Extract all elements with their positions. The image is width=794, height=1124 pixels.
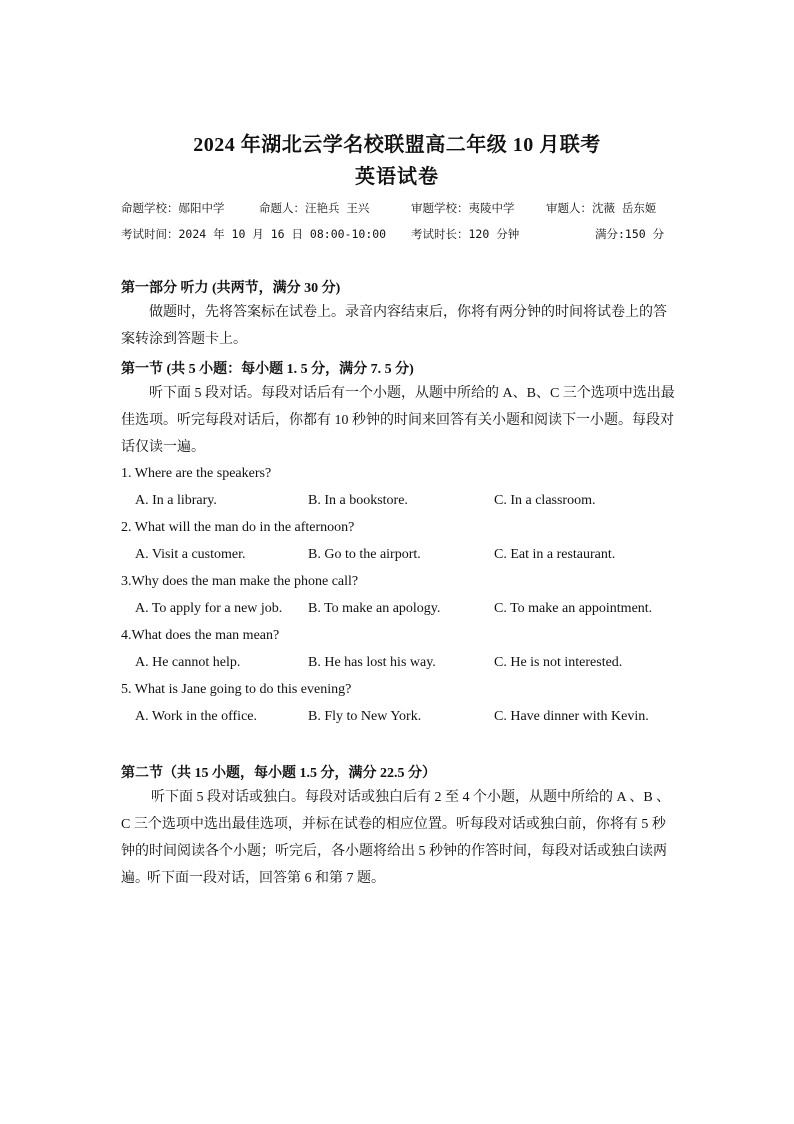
question-5-option-a: A. Work in the office. [135,709,257,724]
proposer-school: 命题学校：郧阳中学 [121,201,225,215]
question-5: 5. What is Jane going to do this evening? [121,682,352,697]
proposer: 命题人：汪艳兵 王兴 [259,201,370,215]
question-4-option-b: B. He has lost his way. [308,655,436,670]
section1-heading: 第一节 (共 5 小题：每小题 1. 5 分，满分 7. 5 分) [121,362,414,377]
question-5-option-b: B. Fly to New York. [308,709,422,724]
question-2-option-a: A. Visit a customer. [135,547,246,562]
reviewer: 审题人：沈薇 岳东姬 [546,201,657,215]
question-3-option-a: A. To apply for a new job. [135,601,283,616]
section2-next-instruction: 听下面一段对话，回答第 6 和第 7 题。 [147,871,385,886]
full-score: 满分:150 分 [595,227,665,241]
question-1-option-c: C. In a classroom. [494,493,596,508]
exam-duration: 考试时长：120 分钟 [411,227,520,241]
part1-instruction: 做题时，先将答案标在试卷上。录音内容结束后，你将有两分钟的时间将试卷上的答案转涂到答题卡上。 [121,305,667,347]
question-2: 2. What will the man do in the afternoon? [121,520,355,535]
question-2-option-c: C. Eat in a restaurant. [494,547,616,562]
exam-title: 2024 年湖北云学名校联盟高二年级 10 月联考 [193,134,601,156]
section2-heading: 第二节（共 15 小题，每小题 1.5 分，满分 22.5 分） [121,766,436,781]
question-3: 3.Why does the man make the phone call? [121,574,359,589]
part1-heading: 第一部分 听力 (共两节，满分 30 分) [121,281,341,296]
question-3-option-c: C. To make an appointment. [494,601,653,616]
reviewer-school: 审题学校：夷陵中学 [411,201,515,215]
question-1-option-a: A. In a library. [135,493,217,508]
question-4: 4.What does the man mean? [121,628,280,643]
section1-instruction: 听下面 5 段对话。每段对话后有一个小题，从题中所给的 A、B、C 三个选项中选出最佳选项。听完每段对话后，你都有 10 秒钟的时间来回答有关小题和阅读下一小题。每段对话仅读一遍。 [121,386,675,455]
question-5-option-c: C. Have dinner with Kevin. [494,709,649,724]
exam-time: 考试时间：2024 年 10 月 16 日 08:00-10:00 [121,227,387,241]
question-1: 1. Where are the speakers? [121,466,272,481]
question-2-option-b: B. Go to the airport. [308,547,421,562]
section2-instruction: 听下面 5 段对话或独白。每段对话或独白后有 2 至 4 个小题，从题中所给的 A 、B 、C 三个选项中选出最佳选项，并标在试卷的相应位置。听每段对话或独白前，你将有 5 秒钟的时间阅读各个小题；听完后，各小题将给出 5 秒钟的作答时间，每段对话或独白读两遍。 [121,790,671,886]
question-4-option-a: A. He cannot help. [135,655,241,670]
question-1-option-b: B. In a bookstore. [308,493,408,508]
question-3-option-b: B. To make an apology. [308,601,441,616]
exam-subtitle: 英语试卷 [355,166,439,188]
question-4-option-c: C. He is not interested. [494,655,623,670]
